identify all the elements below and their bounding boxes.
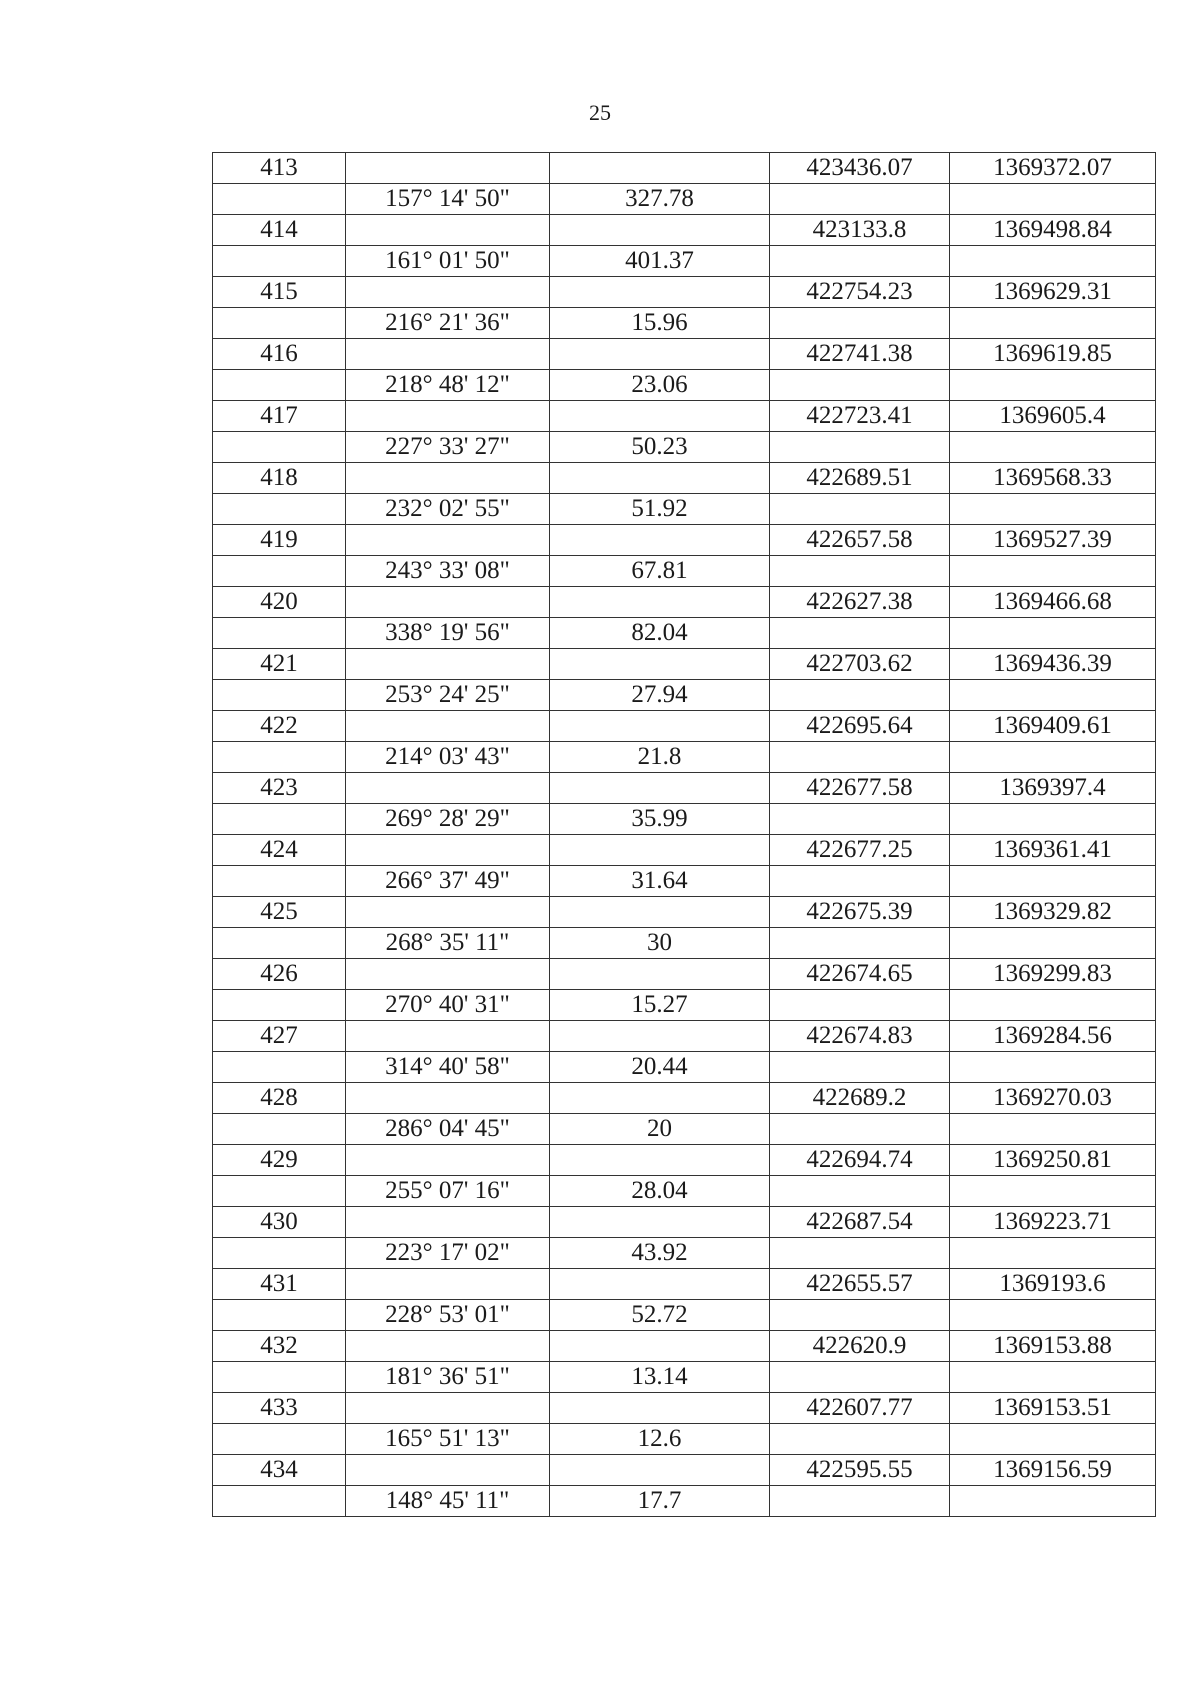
point-row <box>213 525 1156 556</box>
easting-cell: 422657.58 <box>770 525 950 556</box>
distance-cell <box>550 649 770 680</box>
point-number-cell: 413 <box>213 153 346 184</box>
point-number-cell: 418 <box>213 463 346 494</box>
northing-cell: 1369193.6 <box>950 1269 1156 1300</box>
distance-cell <box>550 401 770 432</box>
easting-cell: 422723.41 <box>770 401 950 432</box>
easting-cell: 422675.39 <box>770 897 950 928</box>
easting-cell: 422687.54 <box>770 1207 950 1238</box>
northing-cell <box>950 308 1156 339</box>
point-number-cell <box>213 990 346 1021</box>
bearing-cell: 269° 28' 29" <box>346 804 550 835</box>
distance-cell: 15.27 <box>550 990 770 1021</box>
distance-cell: 35.99 <box>550 804 770 835</box>
northing-cell: 1369436.39 <box>950 649 1156 680</box>
point-row <box>213 711 1156 742</box>
segment-row <box>213 1176 1156 1207</box>
easting-cell: 422595.55 <box>770 1455 950 1486</box>
bearing-cell: 270° 40' 31" <box>346 990 550 1021</box>
easting-cell <box>770 432 950 463</box>
easting-cell: 422695.64 <box>770 711 950 742</box>
bearing-cell <box>346 835 550 866</box>
distance-cell: 31.64 <box>550 866 770 897</box>
distance-cell: 28.04 <box>550 1176 770 1207</box>
segment-row <box>213 370 1156 401</box>
northing-cell <box>950 804 1156 835</box>
coordinate-table <box>212 152 1156 1517</box>
easting-cell <box>770 1176 950 1207</box>
segment-row <box>213 990 1156 1021</box>
bearing-cell <box>346 587 550 618</box>
easting-cell <box>770 308 950 339</box>
distance-cell <box>550 1145 770 1176</box>
distance-cell: 401.37 <box>550 246 770 277</box>
point-number-cell <box>213 1052 346 1083</box>
bearing-cell <box>346 1207 550 1238</box>
northing-cell: 1369619.85 <box>950 339 1156 370</box>
distance-cell: 20.44 <box>550 1052 770 1083</box>
point-row <box>213 587 1156 618</box>
easting-cell <box>770 1424 950 1455</box>
northing-cell: 1369568.33 <box>950 463 1156 494</box>
point-number-cell: 428 <box>213 1083 346 1114</box>
point-row <box>213 897 1156 928</box>
point-number-cell: 431 <box>213 1269 346 1300</box>
northing-cell <box>950 432 1156 463</box>
northing-cell: 1369223.71 <box>950 1207 1156 1238</box>
distance-cell <box>550 153 770 184</box>
point-number-cell: 423 <box>213 773 346 804</box>
point-number-cell <box>213 804 346 835</box>
easting-cell <box>770 680 950 711</box>
bearing-cell: 214° 03' 43" <box>346 742 550 773</box>
northing-cell: 1369299.83 <box>950 959 1156 990</box>
distance-cell <box>550 1207 770 1238</box>
bearing-cell <box>346 1145 550 1176</box>
segment-row <box>213 1114 1156 1145</box>
bearing-cell: 218° 48' 12" <box>346 370 550 401</box>
point-row <box>213 959 1156 990</box>
bearing-cell <box>346 1269 550 1300</box>
northing-cell <box>950 1362 1156 1393</box>
easting-cell <box>770 494 950 525</box>
northing-cell <box>950 1176 1156 1207</box>
point-number-cell: 420 <box>213 587 346 618</box>
easting-cell: 422703.62 <box>770 649 950 680</box>
bearing-cell: 255° 07' 16" <box>346 1176 550 1207</box>
point-number-cell <box>213 308 346 339</box>
bearing-cell: 161° 01' 50" <box>346 246 550 277</box>
bearing-cell: 268° 35' 11" <box>346 928 550 959</box>
northing-cell: 1369498.84 <box>950 215 1156 246</box>
easting-cell: 422689.2 <box>770 1083 950 1114</box>
page-number: 25 <box>589 100 611 125</box>
point-number-cell: 429 <box>213 1145 346 1176</box>
easting-cell <box>770 618 950 649</box>
bearing-cell: 223° 17' 02" <box>346 1238 550 1269</box>
bearing-cell <box>346 339 550 370</box>
point-number-cell <box>213 618 346 649</box>
northing-cell <box>950 494 1156 525</box>
bearing-cell <box>346 1083 550 1114</box>
segment-row <box>213 804 1156 835</box>
segment-row <box>213 184 1156 215</box>
point-number-cell <box>213 556 346 587</box>
point-number-cell: 421 <box>213 649 346 680</box>
distance-cell: 327.78 <box>550 184 770 215</box>
bearing-cell: 243° 33' 08" <box>346 556 550 587</box>
northing-cell: 1369409.61 <box>950 711 1156 742</box>
distance-cell: 21.8 <box>550 742 770 773</box>
point-number-cell <box>213 1424 346 1455</box>
point-row <box>213 339 1156 370</box>
easting-cell: 422674.83 <box>770 1021 950 1052</box>
easting-cell: 422689.51 <box>770 463 950 494</box>
segment-row <box>213 1362 1156 1393</box>
point-number-cell: 417 <box>213 401 346 432</box>
northing-cell <box>950 1300 1156 1331</box>
northing-cell: 1369397.4 <box>950 773 1156 804</box>
point-number-cell: 414 <box>213 215 346 246</box>
bearing-cell <box>346 897 550 928</box>
bearing-cell <box>346 525 550 556</box>
distance-cell <box>550 277 770 308</box>
segment-row <box>213 1424 1156 1455</box>
easting-cell <box>770 804 950 835</box>
point-number-cell <box>213 680 346 711</box>
easting-cell: 422677.58 <box>770 773 950 804</box>
northing-cell <box>950 928 1156 959</box>
northing-cell <box>950 1486 1156 1517</box>
easting-cell <box>770 370 950 401</box>
point-number-cell <box>213 184 346 215</box>
northing-cell: 1369629.31 <box>950 277 1156 308</box>
bearing-cell <box>346 153 550 184</box>
easting-cell: 422620.9 <box>770 1331 950 1362</box>
point-row <box>213 1331 1156 1362</box>
easting-cell <box>770 928 950 959</box>
distance-cell: 30 <box>550 928 770 959</box>
northing-cell: 1369153.51 <box>950 1393 1156 1424</box>
northing-cell: 1369156.59 <box>950 1455 1156 1486</box>
segment-row <box>213 1052 1156 1083</box>
northing-cell: 1369372.07 <box>950 153 1156 184</box>
point-row <box>213 1455 1156 1486</box>
easting-cell <box>770 556 950 587</box>
distance-cell: 12.6 <box>550 1424 770 1455</box>
distance-cell: 67.81 <box>550 556 770 587</box>
distance-cell <box>550 711 770 742</box>
point-row <box>213 1393 1156 1424</box>
point-row <box>213 1207 1156 1238</box>
distance-cell: 15.96 <box>550 308 770 339</box>
point-number-cell <box>213 1486 346 1517</box>
bearing-cell <box>346 277 550 308</box>
distance-cell: 82.04 <box>550 618 770 649</box>
northing-cell <box>950 680 1156 711</box>
northing-cell: 1369153.88 <box>950 1331 1156 1362</box>
easting-cell <box>770 1486 950 1517</box>
easting-cell: 422754.23 <box>770 277 950 308</box>
bearing-cell: 157° 14' 50" <box>346 184 550 215</box>
distance-cell <box>550 1393 770 1424</box>
segment-row <box>213 246 1156 277</box>
distance-cell <box>550 1083 770 1114</box>
easting-cell: 423133.8 <box>770 215 950 246</box>
northing-cell: 1369466.68 <box>950 587 1156 618</box>
bearing-cell: 216° 21' 36" <box>346 308 550 339</box>
point-number-cell <box>213 1362 346 1393</box>
northing-cell <box>950 742 1156 773</box>
northing-cell <box>950 1424 1156 1455</box>
easting-cell <box>770 1114 950 1145</box>
bearing-cell <box>346 959 550 990</box>
northing-cell <box>950 866 1156 897</box>
segment-row <box>213 742 1156 773</box>
easting-cell <box>770 990 950 1021</box>
point-number-cell <box>213 1114 346 1145</box>
bearing-cell <box>346 1331 550 1362</box>
point-row <box>213 1269 1156 1300</box>
point-number-cell <box>213 494 346 525</box>
distance-cell <box>550 463 770 494</box>
northing-cell: 1369250.81 <box>950 1145 1156 1176</box>
bearing-cell: 286° 04' 45" <box>346 1114 550 1145</box>
distance-cell: 50.23 <box>550 432 770 463</box>
point-row <box>213 835 1156 866</box>
point-row <box>213 153 1156 184</box>
point-number-cell: 433 <box>213 1393 346 1424</box>
segment-row <box>213 432 1156 463</box>
bearing-cell: 338° 19' 56" <box>346 618 550 649</box>
northing-cell: 1369361.41 <box>950 835 1156 866</box>
segment-row <box>213 308 1156 339</box>
point-row <box>213 463 1156 494</box>
northing-cell: 1369605.4 <box>950 401 1156 432</box>
point-number-cell <box>213 866 346 897</box>
distance-cell <box>550 339 770 370</box>
point-number-cell <box>213 1238 346 1269</box>
point-number-cell: 422 <box>213 711 346 742</box>
point-number-cell: 415 <box>213 277 346 308</box>
point-number-cell: 419 <box>213 525 346 556</box>
bearing-cell: 228° 53' 01" <box>346 1300 550 1331</box>
distance-cell <box>550 1455 770 1486</box>
bearing-cell: 227° 33' 27" <box>346 432 550 463</box>
point-number-cell: 427 <box>213 1021 346 1052</box>
distance-cell: 13.14 <box>550 1362 770 1393</box>
distance-cell: 27.94 <box>550 680 770 711</box>
easting-cell: 422741.38 <box>770 339 950 370</box>
point-row <box>213 1083 1156 1114</box>
easting-cell <box>770 1052 950 1083</box>
easting-cell <box>770 184 950 215</box>
easting-cell <box>770 742 950 773</box>
bearing-cell <box>346 1455 550 1486</box>
segment-row <box>213 1300 1156 1331</box>
northing-cell: 1369284.56 <box>950 1021 1156 1052</box>
distance-cell <box>550 959 770 990</box>
point-number-cell: 434 <box>213 1455 346 1486</box>
northing-cell <box>950 556 1156 587</box>
point-row <box>213 1145 1156 1176</box>
easting-cell: 422694.74 <box>770 1145 950 1176</box>
bearing-cell: 314° 40' 58" <box>346 1052 550 1083</box>
point-row <box>213 401 1156 432</box>
northing-cell: 1369527.39 <box>950 525 1156 556</box>
point-row <box>213 215 1156 246</box>
northing-cell <box>950 1114 1156 1145</box>
point-row <box>213 649 1156 680</box>
easting-cell <box>770 1362 950 1393</box>
distance-cell <box>550 835 770 866</box>
point-number-cell <box>213 928 346 959</box>
bearing-cell <box>346 401 550 432</box>
bearing-cell: 181° 36' 51" <box>346 1362 550 1393</box>
bearing-cell: 266° 37' 49" <box>346 866 550 897</box>
point-row <box>213 773 1156 804</box>
easting-cell: 422677.25 <box>770 835 950 866</box>
coordinate-table-body <box>213 153 1156 1517</box>
point-number-cell: 425 <box>213 897 346 928</box>
northing-cell: 1369270.03 <box>950 1083 1156 1114</box>
distance-cell <box>550 1269 770 1300</box>
distance-cell: 20 <box>550 1114 770 1145</box>
bearing-cell <box>346 215 550 246</box>
point-number-cell <box>213 1300 346 1331</box>
northing-cell <box>950 990 1156 1021</box>
point-number-cell <box>213 432 346 463</box>
distance-cell <box>550 215 770 246</box>
point-number-cell <box>213 1176 346 1207</box>
bearing-cell <box>346 773 550 804</box>
point-row <box>213 277 1156 308</box>
bearing-cell <box>346 649 550 680</box>
northing-cell: 1369329.82 <box>950 897 1156 928</box>
distance-cell <box>550 1021 770 1052</box>
easting-cell: 422607.77 <box>770 1393 950 1424</box>
northing-cell <box>950 246 1156 277</box>
easting-cell: 422627.38 <box>770 587 950 618</box>
bearing-cell <box>346 463 550 494</box>
bearing-cell <box>346 711 550 742</box>
point-number-cell: 426 <box>213 959 346 990</box>
segment-row <box>213 866 1156 897</box>
segment-row <box>213 1238 1156 1269</box>
distance-cell: 52.72 <box>550 1300 770 1331</box>
easting-cell: 422674.65 <box>770 959 950 990</box>
point-number-cell: 430 <box>213 1207 346 1238</box>
northing-cell <box>950 370 1156 401</box>
point-number-cell: 416 <box>213 339 346 370</box>
bearing-cell: 165° 51' 13" <box>346 1424 550 1455</box>
easting-cell: 422655.57 <box>770 1269 950 1300</box>
distance-cell <box>550 1331 770 1362</box>
northing-cell <box>950 1052 1156 1083</box>
distance-cell <box>550 525 770 556</box>
segment-row <box>213 680 1156 711</box>
distance-cell <box>550 773 770 804</box>
distance-cell: 43.92 <box>550 1238 770 1269</box>
bearing-cell: 148° 45' 11" <box>346 1486 550 1517</box>
point-number-cell <box>213 246 346 277</box>
segment-row <box>213 618 1156 649</box>
bearing-cell: 232° 02' 55" <box>346 494 550 525</box>
segment-row <box>213 556 1156 587</box>
bearing-cell <box>346 1393 550 1424</box>
point-number-cell <box>213 370 346 401</box>
distance-cell <box>550 587 770 618</box>
bearing-cell: 253° 24' 25" <box>346 680 550 711</box>
segment-row <box>213 1486 1156 1517</box>
northing-cell <box>950 618 1156 649</box>
point-number-cell: 424 <box>213 835 346 866</box>
distance-cell: 23.06 <box>550 370 770 401</box>
northing-cell <box>950 184 1156 215</box>
segment-row <box>213 494 1156 525</box>
easting-cell <box>770 1300 950 1331</box>
easting-cell <box>770 866 950 897</box>
point-number-cell <box>213 742 346 773</box>
distance-cell: 17.7 <box>550 1486 770 1517</box>
northing-cell <box>950 1238 1156 1269</box>
segment-row <box>213 928 1156 959</box>
bearing-cell <box>346 1021 550 1052</box>
easting-cell <box>770 246 950 277</box>
distance-cell: 51.92 <box>550 494 770 525</box>
easting-cell: 423436.07 <box>770 153 950 184</box>
easting-cell <box>770 1238 950 1269</box>
point-number-cell: 432 <box>213 1331 346 1362</box>
point-row <box>213 1021 1156 1052</box>
distance-cell <box>550 897 770 928</box>
